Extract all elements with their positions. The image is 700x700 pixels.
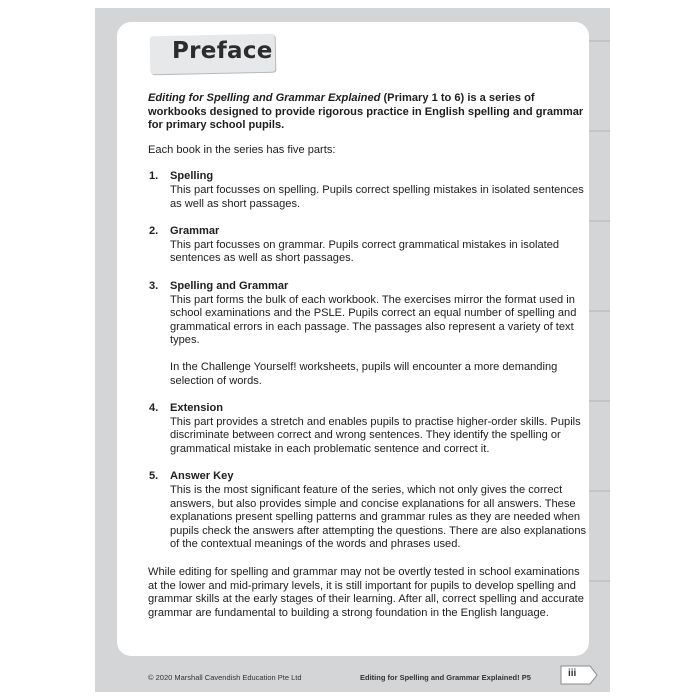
part-spelling (148, 170, 588, 211)
part-heading: Extension (170, 402, 224, 415)
series-title: Editing for Spelling and Grammar Explained (148, 92, 381, 104)
part-description: This part forms the bulk of each workbook. The exercises mirror the format used in school examinations and the PSLE. Pupils correct an equal number of spelling and grammatical errors in each passage. The passages also represent a variety of text types. (170, 293, 577, 347)
part-heading: Spelling and Grammar (170, 279, 289, 292)
part-description: In the Challenge Yourself! worksheets, pupils will encounter a more demanding selection of words. (170, 360, 558, 387)
part-answer-key (148, 470, 588, 552)
closing-paragraph: While editing for spelling and grammar may not be overtly tested in school examinations at the lower and mid-primary levels, it is still important for pupils to develop spelling and grammar skills at the early stages of their learning. After all, correct spelling and accurate grammar are fundamental to building a strong foundation in the English language. (148, 566, 584, 619)
part-number: 3. (149, 279, 159, 292)
page-number: iii (568, 668, 577, 679)
copyright-notice: © 2020 Marshall Cavendish Education Pte Ltd (148, 673, 302, 682)
part-heading: Grammar (170, 225, 220, 238)
part-extension (148, 402, 588, 456)
part-spelling-and-grammar (148, 280, 588, 388)
page-title: Preface (172, 38, 273, 64)
page-tab-arrow-icon (560, 665, 598, 685)
part-number: 4. (149, 402, 159, 415)
intro-text: (Primary 1 to 6) is a series of workbooks designed to provide rigorous practice in English spelling and grammar for primary school pupils. (148, 92, 584, 132)
part-number: 1. (149, 170, 159, 183)
part-number: 2. (149, 225, 159, 238)
part-grammar (148, 225, 588, 266)
part-description: This part focusses on spelling. Pupils correct spelling mistakes in isolated sentences as well as short passages. (170, 183, 584, 210)
part-heading: Answer Key (170, 470, 234, 483)
parts-lead: Each book in the series has five parts: (148, 143, 336, 156)
part-description: This part focusses on grammar. Pupils correct grammatical mistakes in isolated sentences as well as short passages. (170, 238, 560, 265)
part-description: This is the most significant feature of the series, which not only gives the correct answers, but also provides simple and concise explanations for all answers. These explanations present spelling patterns and grammar rules as they are needed when pupils check the answers after attempting the questions. There are also explanations of the contextual meanings of the words and phrases used. (170, 484, 587, 551)
intro-paragraph (148, 92, 588, 133)
footer-book-title: Editing for Spelling and Grammar Explained! P5 (360, 673, 531, 682)
part-heading: Spelling (170, 170, 214, 183)
part-number: 5. (149, 470, 159, 483)
part-description: This part provides a stretch and enables pupils to practise higher-order skills. Pupils discriminate between correct and wrong sentences. They identify the spelling or grammatical mistake in each problematic sentence and correct it. (170, 415, 581, 455)
preface-body (148, 92, 588, 620)
